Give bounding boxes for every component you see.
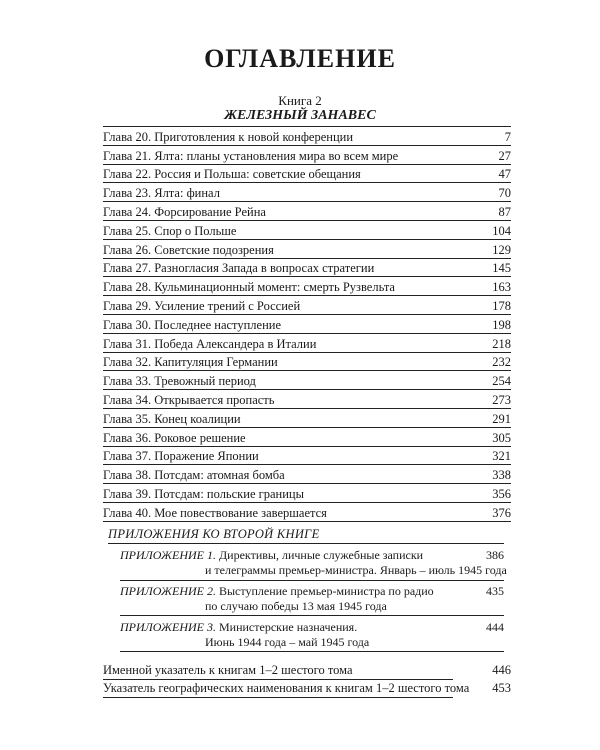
toc-row[interactable] [103, 296, 511, 315]
page-number: 435 [486, 584, 504, 598]
toc-row[interactable] [103, 409, 511, 428]
toc-row[interactable] [103, 127, 511, 146]
appendix-title-cont: Июнь 1944 года – май 1945 года [205, 635, 370, 649]
page-number: 163 [492, 280, 511, 295]
chapter-title: Глава 34. Открывается пропасть [103, 392, 275, 407]
page-number: 338 [492, 468, 511, 483]
page-number: 198 [492, 317, 511, 332]
appendix-label: ПРИЛОЖЕНИЕ 3. [120, 620, 216, 634]
page-number: 444 [486, 620, 504, 634]
toc-row[interactable] [103, 390, 511, 409]
toc-row[interactable] [103, 202, 511, 221]
chapter-title: Глава 39. Потсдам: польские границы [103, 486, 305, 501]
chapter-title: Глава 27. Разногласия Запада в вопросах стратегии [103, 261, 375, 276]
chapter-title: Глава 40. Мое повествование завершается [103, 505, 327, 520]
toc-row[interactable] [103, 183, 511, 202]
chapter-title: Глава 37. Поражение Японии [103, 449, 259, 464]
chapter-title: Глава 31. Победа Александера в Италии [103, 336, 317, 351]
index-title: Указатель географических наименования к книгам 1–2 шестого тома [103, 681, 470, 695]
book-title: ЖЕЛЕЗНЫЙ ЗАНАВЕС [224, 108, 376, 123]
appendix-title: Выступление премьер-министра по радио [218, 584, 434, 598]
page-number: 70 [498, 186, 511, 201]
chapter-title: Глава 21. Ялта: планы установления мира во всем мире [103, 148, 399, 163]
toc-row[interactable] [103, 240, 511, 259]
toc-row[interactable] [103, 371, 511, 390]
page-number: 254 [492, 374, 511, 389]
chapter-title: Глава 20. Приготовления к новой конференции [103, 129, 354, 144]
toc-row[interactable] [103, 315, 511, 334]
page-number: 104 [492, 223, 511, 238]
page-title: ОГЛАВЛЕНИЕ [204, 44, 396, 73]
page-number: 232 [492, 355, 511, 370]
chapter-title: Глава 24. Форсирование Рейна [103, 204, 266, 219]
appendix-label: ПРИЛОЖЕНИЕ 1. [120, 548, 216, 562]
appendices-heading: ПРИЛОЖЕНИЯ КО ВТОРОЙ КНИГЕ [108, 527, 320, 541]
page-number: 87 [498, 204, 511, 219]
page-number: 376 [492, 505, 511, 520]
page-number: 27 [498, 148, 511, 163]
divider [108, 543, 504, 544]
toc-row[interactable] [103, 465, 511, 484]
chapter-title: Глава 26. Советские подозрения [103, 242, 274, 257]
chapter-title: Глава 25. Спор о Польше [103, 223, 237, 238]
toc-row[interactable] [103, 146, 511, 165]
page-number: 291 [492, 411, 511, 426]
chapter-list [103, 126, 511, 522]
appendix-title: Министерские назначения. [218, 620, 358, 634]
divider [103, 679, 453, 680]
page-number: 145 [492, 261, 511, 276]
toc-row[interactable] [103, 447, 511, 466]
toc-row[interactable] [103, 428, 511, 447]
page-number: 321 [492, 449, 511, 464]
chapter-title: Глава 33. Тревожный период [103, 374, 256, 389]
appendix-entry[interactable] [120, 548, 507, 578]
appendix-entry[interactable] [120, 584, 504, 614]
page-number: 218 [492, 336, 511, 351]
page-number: 47 [498, 167, 511, 182]
chapter-title: Глава 29. Усиление трений с Россией [103, 298, 301, 313]
divider [120, 615, 504, 616]
divider [120, 651, 504, 652]
appendix-title: Директивы, личные служебные записки [218, 548, 424, 562]
toc-row[interactable] [103, 259, 511, 278]
divider [103, 697, 453, 698]
index-entry[interactable] [103, 663, 511, 678]
toc-row[interactable] [103, 503, 511, 522]
chapter-title: Глава 38. Потсдам: атомная бомба [103, 468, 285, 483]
page-number: 273 [492, 392, 511, 407]
page-number: 178 [492, 298, 511, 313]
page-number: 446 [492, 663, 511, 677]
toc-row[interactable] [103, 221, 511, 240]
chapter-title: Глава 23. Ялта: финал [103, 186, 220, 201]
appendix-title-cont: и телеграммы премьер-министра. Январь – июль 1945 года [205, 563, 507, 577]
appendix-label: ПРИЛОЖЕНИЕ 2. [120, 584, 216, 598]
index-entry[interactable] [103, 681, 511, 696]
appendix-entry[interactable] [120, 620, 504, 650]
page-number: 356 [492, 486, 511, 501]
appendix-title-cont: по случаю победы 13 мая 1945 года [205, 599, 387, 613]
toc-row[interactable] [103, 165, 511, 184]
toc-row[interactable] [103, 334, 511, 353]
page-number: 305 [492, 430, 511, 445]
index-title: Именной указатель к книгам 1–2 шестого тома [103, 663, 353, 677]
chapter-title: Глава 36. Роковое решение [103, 430, 246, 445]
toc-row[interactable] [103, 353, 511, 372]
chapter-title: Глава 30. Последнее наступление [103, 317, 281, 332]
page-number: 7 [504, 129, 511, 144]
page-number: 453 [492, 681, 511, 695]
divider [120, 580, 504, 581]
page-number: 129 [492, 242, 511, 257]
chapter-title: Глава 28. Кульминационный момент: смерть Рузвельта [103, 280, 395, 295]
toc-row[interactable] [103, 484, 511, 503]
chapter-title: Глава 32. Капитуляция Германии [103, 355, 278, 370]
book-number: Книга 2 [278, 93, 322, 108]
chapter-title: Глава 22. Россия и Польша: советские обещания [103, 167, 361, 182]
chapter-title: Глава 35. Конец коалиции [103, 411, 241, 426]
page-number: 386 [486, 548, 504, 562]
toc-row[interactable] [103, 277, 511, 296]
